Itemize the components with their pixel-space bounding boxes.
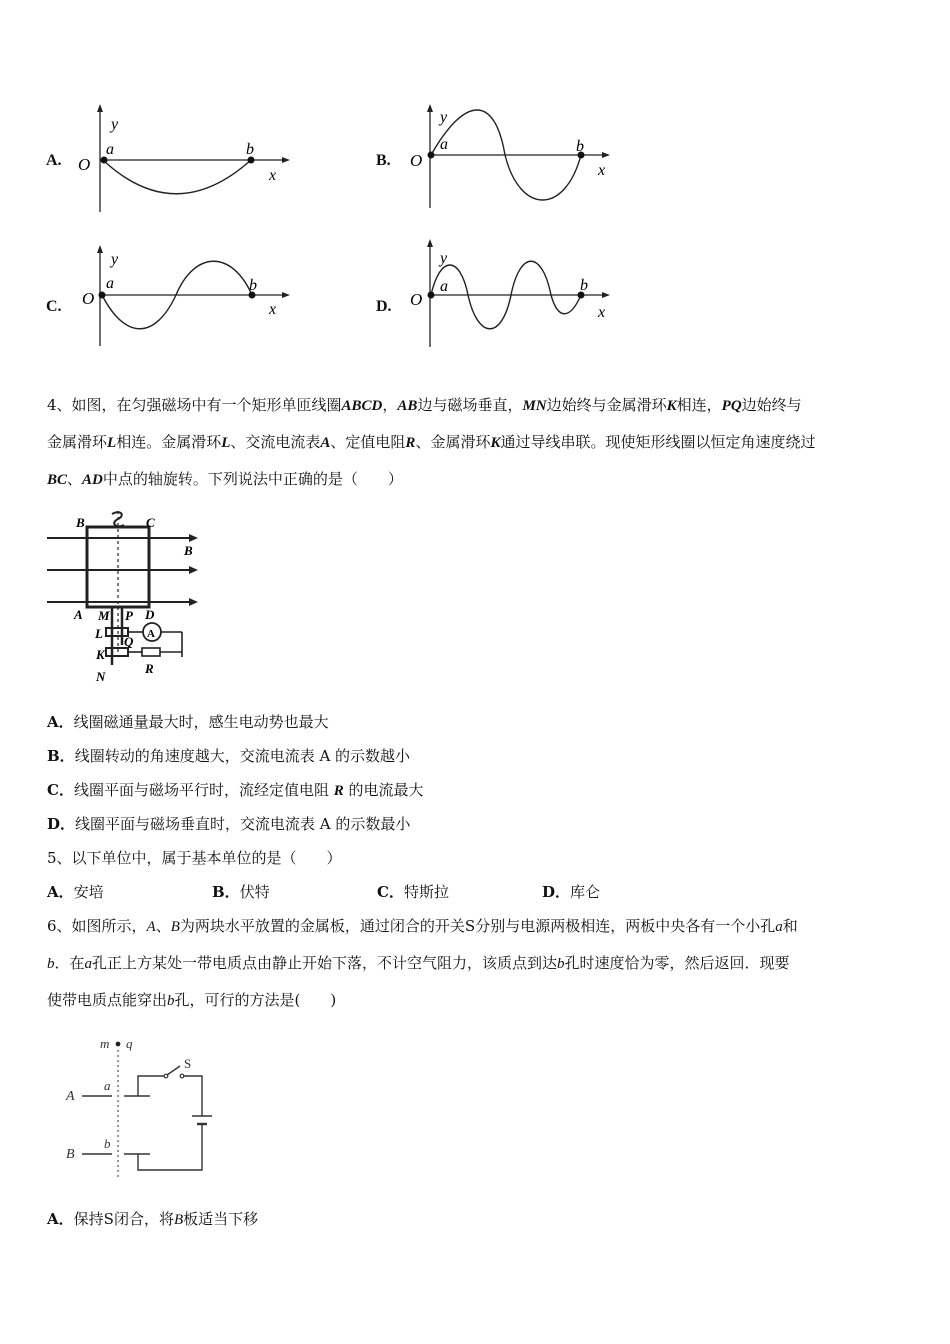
label-L: L [95, 626, 103, 641]
graph-option-a [40, 100, 300, 220]
y-axis-label: y [440, 250, 448, 267]
origin-label: O [78, 155, 91, 174]
origin-label: O [410, 151, 423, 170]
q4-option-b[interactable]: B．线圈转动的角速度越大，交流电流表 A 的示数越小 [47, 747, 411, 765]
label-A: A [66, 1089, 75, 1104]
coil-figure [42, 505, 212, 685]
x-axis-label: x [598, 162, 606, 179]
y-axis-label: y [111, 251, 119, 268]
label-B: B [66, 1147, 75, 1162]
q4-option-c[interactable]: C．线圈平面与磁场平行时，流经定值电阻 R 的电流最大 [47, 781, 424, 799]
sine-graph [40, 100, 300, 220]
point-b-label: b [576, 138, 584, 155]
label-Q: Q [124, 634, 134, 649]
q5-option-b[interactable]: B．伏特 [212, 883, 270, 901]
y-axis-label: y [111, 116, 119, 133]
label-b: b [104, 1136, 111, 1151]
graph-option-label: C. [46, 298, 62, 315]
capacitor-figure [60, 1030, 230, 1190]
label-field-B: B [184, 543, 193, 558]
label-C: C [146, 515, 155, 530]
q5-option-c[interactable]: C．特斯拉 [377, 883, 449, 901]
label-N: N [96, 669, 106, 684]
label-m: m [100, 1036, 110, 1051]
sine-graph [370, 100, 630, 220]
graph-option-c [40, 240, 300, 355]
q5-stem: 5、以下单位中，属于基本单位的是（ ） [47, 849, 342, 867]
label-M: M [98, 608, 110, 623]
point-b-label: b [249, 277, 257, 294]
q4-stem-line-1: 4、如图，在匀强磁场中有一个矩形单匝线圈ABCD，AB边与磁场垂直，MN边始终与金属滑环K相连，PQ边始终与 [47, 396, 802, 414]
q4-stem-line-2: 金属滑环L相连。金属滑环L、交流电流表A、定值电阻R、金属滑环K通过导线串联。现使矩形线圈以恒定角速度绕过 [47, 433, 816, 451]
point-a-label: a [106, 275, 114, 292]
point-b-label: b [580, 277, 588, 294]
point-a-label: a [440, 136, 448, 153]
q4-option-d[interactable]: D．线圈平面与磁场垂直时，交流电流表 A 的示数最小 [47, 815, 411, 833]
q5-option-d[interactable]: D．库仑 [542, 883, 601, 901]
origin-label: O [410, 290, 423, 309]
label-K: K [96, 647, 105, 662]
ammeter-label: A [147, 628, 155, 640]
label-a: a [104, 1078, 111, 1093]
x-axis-label: x [269, 301, 277, 318]
q4-option-a[interactable]: A．线圈磁通量最大时，感生电动势也最大 [47, 713, 329, 731]
graph-option-b [370, 100, 630, 220]
graph-option-label: B. [376, 152, 391, 169]
graph-option-label: D. [376, 298, 392, 315]
graph-option-d [370, 235, 630, 355]
point-a-label: a [106, 141, 114, 158]
sine-graph [370, 235, 630, 355]
q6-stem-line-3: 使带电质点能穿出b孔，可行的方法是( ) [47, 991, 337, 1009]
x-axis-label: x [598, 304, 606, 321]
label-S: S [184, 1056, 192, 1071]
point-a-label: a [440, 278, 448, 295]
q6-option-a[interactable]: A．保持S闭合，将B板适当下移 [47, 1210, 259, 1228]
y-axis-label: y [440, 109, 448, 126]
label-R: R [145, 661, 154, 676]
label-D: D [145, 607, 155, 622]
graph-option-label: A. [46, 152, 62, 169]
label-P: P [125, 608, 133, 623]
label-A: A [74, 607, 83, 622]
label-q: q [126, 1036, 133, 1051]
label-B: B [76, 515, 85, 530]
q4-stem-line-3: BC、AD中点的轴旋转。下列说法中正确的是（ ） [47, 470, 403, 488]
origin-label: O [82, 289, 95, 308]
point-b-label: b [246, 141, 254, 158]
q6-stem-line-2: b．在a孔正上方某处一带电质点由静止开始下落，不计空气阻力，该质点到达b孔时速度恰为零，然后返回．现要 [47, 954, 790, 972]
sine-graph [40, 240, 300, 355]
q5-option-a[interactable]: A．安培 [47, 883, 104, 901]
q6-stem-line-1: 6、如图所示，A、B为两块水平放置的金属板，通过闭合的开关S分别与电源两极相连，两板中央各有一个小孔a和 [47, 917, 798, 935]
x-axis-label: x [269, 167, 277, 184]
